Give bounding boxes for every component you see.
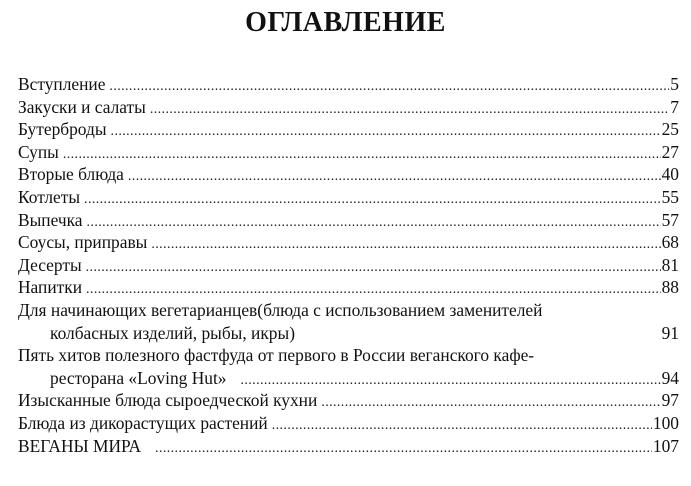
toc-entry-desserts bbox=[18, 254, 679, 277]
leader-dots bbox=[240, 370, 660, 390]
toc-entry-page: 100 bbox=[652, 412, 679, 433]
toc-entry-main-courses bbox=[18, 163, 679, 186]
toc-entry-page: 5 bbox=[670, 74, 679, 94]
toc-entry-soups bbox=[18, 141, 679, 164]
toc-entry-page: 88 bbox=[661, 277, 679, 298]
toc-entry-baking bbox=[18, 209, 679, 232]
toc-entry-label: ресторана «Loving Hut» bbox=[50, 367, 227, 388]
toc-entry-page: 25 bbox=[661, 119, 679, 140]
toc-entry-beginners-line1: Для начинающих вегетарианцев(блюда с использованием заменителей bbox=[18, 299, 543, 320]
toc-entry-label: ВЕГАНЫ МИРА bbox=[18, 435, 142, 456]
page-title: ОГЛАВЛЕНИЕ bbox=[245, 7, 446, 38]
toc-entry-label: Котлеты bbox=[18, 186, 81, 207]
toc-entry-page: 91 bbox=[661, 322, 679, 343]
toc-entry-label: колбасных изделий, рыбы, икры) bbox=[50, 322, 295, 343]
toc-entry-fastfood-line2 bbox=[18, 367, 679, 390]
leader-dots bbox=[86, 279, 661, 299]
toc-entry-page: 55 bbox=[661, 186, 679, 207]
toc-entry-label: Изысканные блюда сыроедческой кухни bbox=[18, 390, 318, 411]
leader-dots bbox=[109, 76, 669, 96]
toc-entry-label: Вторые блюда bbox=[18, 164, 124, 185]
leader-dots bbox=[87, 212, 661, 232]
toc-entry-intro bbox=[18, 73, 679, 96]
leader-dots bbox=[84, 189, 661, 209]
leader-dots bbox=[155, 438, 652, 458]
toc-entry-page: 68 bbox=[661, 232, 679, 253]
toc-entry-sandwiches bbox=[18, 118, 679, 141]
toc-entry-page: 27 bbox=[661, 141, 679, 162]
leader-dots bbox=[128, 166, 661, 186]
toc-entry-raw-food bbox=[18, 389, 679, 412]
leader-dots bbox=[111, 121, 661, 141]
table-of-contents bbox=[18, 73, 679, 457]
leader-dots bbox=[321, 392, 660, 412]
toc-entry-label: Выпечка bbox=[18, 209, 83, 230]
toc-entry-sauces bbox=[18, 231, 679, 254]
leader-dots bbox=[151, 234, 660, 254]
toc-entry-page: 97 bbox=[661, 390, 679, 411]
toc-entry-page: 40 bbox=[661, 164, 679, 185]
leader-dots bbox=[63, 144, 661, 164]
leader-dots bbox=[272, 415, 652, 435]
toc-entry-beginners-line2 bbox=[18, 322, 679, 345]
toc-entry-label: Вступление bbox=[18, 74, 106, 94]
leader-dots bbox=[150, 99, 669, 119]
leader-dots bbox=[86, 257, 661, 277]
toc-entry-page: 7 bbox=[670, 96, 679, 117]
toc-entry-label: Соусы, приправы bbox=[18, 232, 148, 253]
toc-entry-drinks bbox=[18, 276, 679, 299]
toc-entry-page: 57 bbox=[661, 209, 679, 230]
toc-entry-label: Десерты bbox=[18, 254, 82, 275]
toc-entry-label: Бутерброды bbox=[18, 119, 107, 140]
toc-entry-vegans-of-world bbox=[18, 435, 679, 458]
toc-entry-fastfood-line1: Пять хитов полезного фастфуда от первого в России веганского кафе- bbox=[18, 345, 535, 366]
toc-entry-page: 81 bbox=[661, 254, 679, 275]
toc-entry-label: Напитки bbox=[18, 277, 83, 298]
toc-entry-label: Супы bbox=[18, 141, 59, 162]
toc-entry-page: 94 bbox=[661, 367, 679, 388]
toc-entry-label: Блюда из дикорастущих растений bbox=[18, 412, 268, 433]
toc-entry-cutlets bbox=[18, 186, 679, 209]
toc-entry-wild-plants bbox=[18, 412, 679, 435]
toc-entry-snacks bbox=[18, 96, 679, 119]
toc-entry-page: 107 bbox=[652, 435, 679, 456]
toc-entry-label: Закуски и салаты bbox=[18, 96, 146, 117]
